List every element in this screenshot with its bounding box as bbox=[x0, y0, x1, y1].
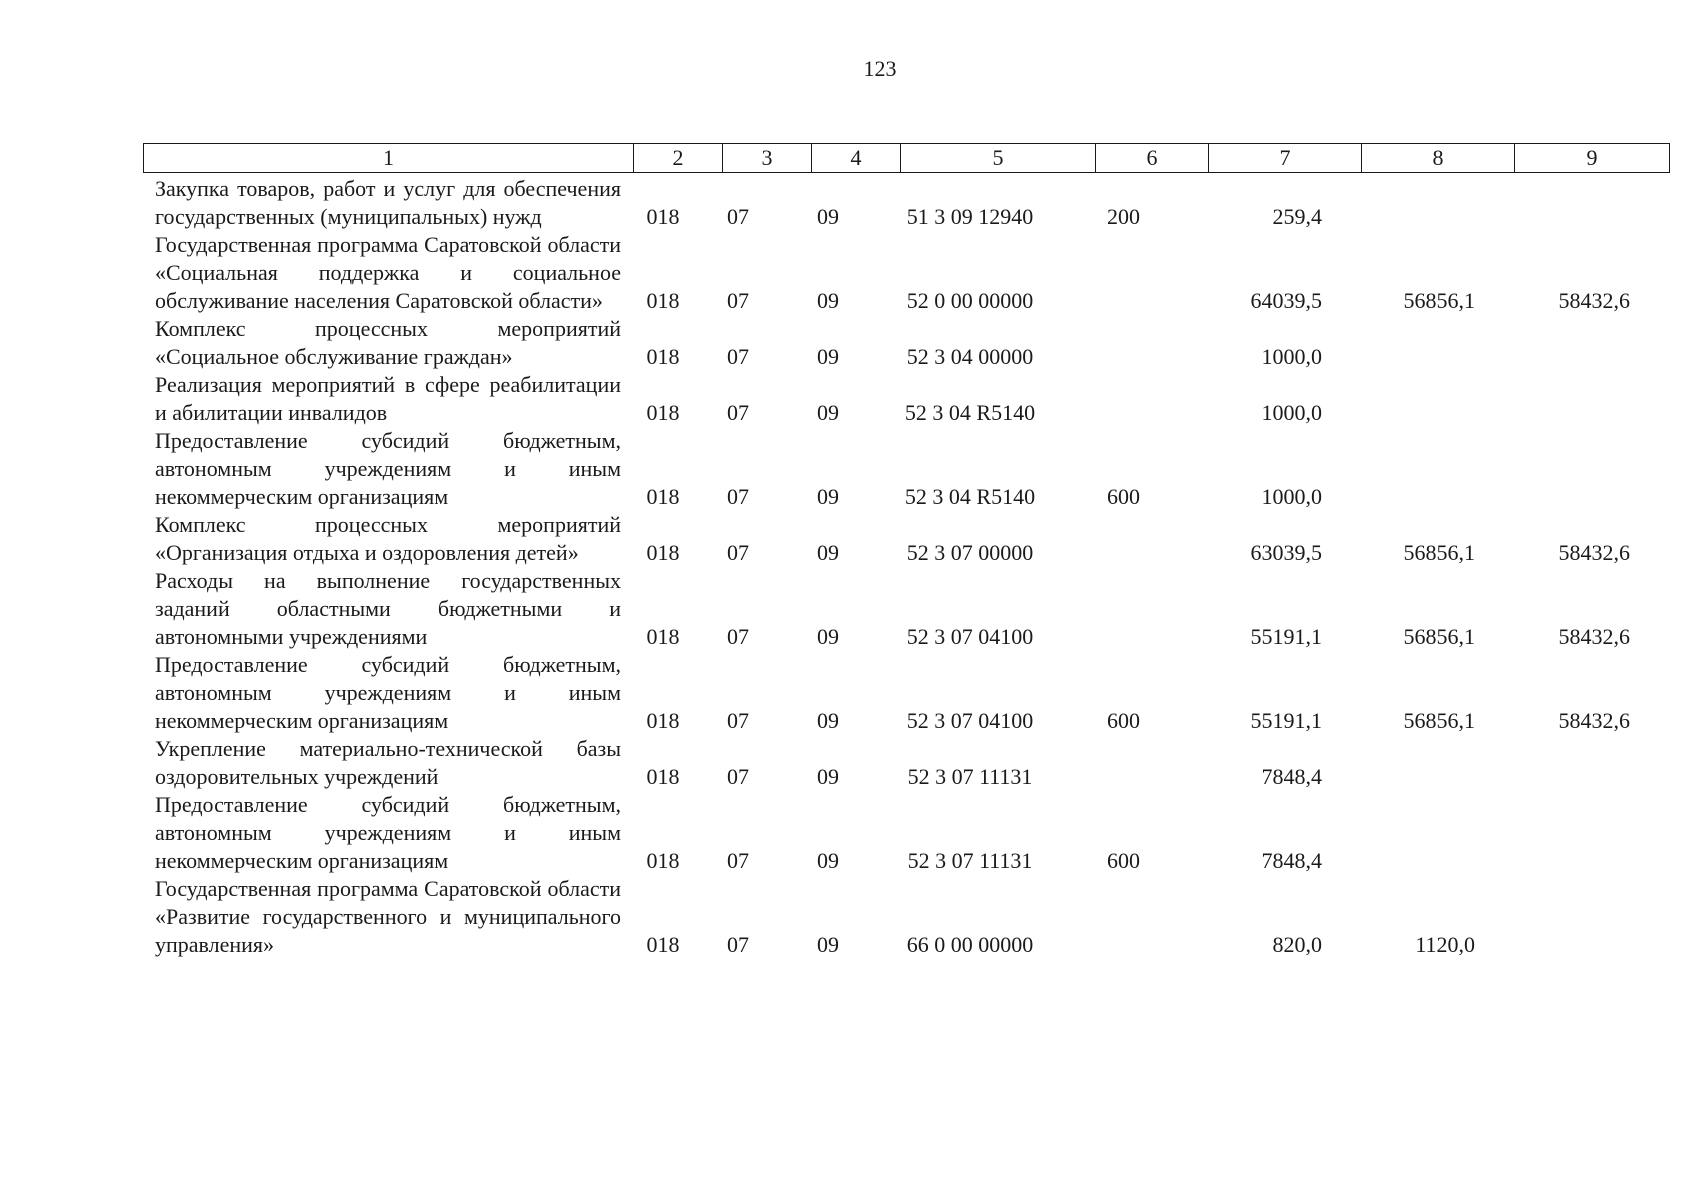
row-ved-code: 018 bbox=[646, 400, 680, 425]
header-row bbox=[144, 144, 1670, 173]
row-expense-type: 600 bbox=[1107, 848, 1140, 873]
row-amount-col7: 1000,0 bbox=[1261, 344, 1322, 369]
table-body bbox=[143, 175, 1673, 959]
row-target-article: 52 3 04 R5140 bbox=[904, 484, 1036, 509]
row-subsection-code: 09 bbox=[817, 540, 839, 565]
row-name: Предоставление субсидий бюджетным, автономным учреждениям и иным некоммерческим организациям bbox=[155, 652, 621, 733]
row-amount-col7: 7848,4 bbox=[1261, 848, 1322, 873]
row-ved-code: 018 bbox=[646, 484, 680, 509]
row-ved-code: 018 bbox=[646, 764, 680, 789]
row-section-code: 07 bbox=[727, 932, 749, 957]
table-row bbox=[143, 567, 1673, 651]
table-row bbox=[143, 791, 1673, 875]
header-col-2: 2 bbox=[634, 144, 723, 173]
row-section-code: 07 bbox=[727, 848, 749, 873]
row-ved-code: 018 bbox=[646, 932, 680, 957]
row-section-code: 07 bbox=[727, 764, 749, 789]
row-target-article: 52 3 04 00000 bbox=[906, 344, 1034, 369]
row-section-code: 07 bbox=[727, 708, 749, 733]
row-amount-col7: 1000,0 bbox=[1261, 400, 1322, 425]
header-col-1: 1 bbox=[144, 144, 634, 173]
row-name: Комплекс процессных мероприятий «Организация отдыха и оздоровления детей» bbox=[155, 512, 621, 565]
row-target-article: 52 3 07 00000 bbox=[906, 540, 1034, 565]
row-amount-col7: 55191,1 bbox=[1250, 624, 1322, 649]
row-name: Предоставление субсидий бюджетным, автономным учреждениям и иным некоммерческим организациям bbox=[155, 428, 621, 509]
row-amount-col8: 56856,1 bbox=[1403, 624, 1475, 649]
row-name: Комплекс процессных мероприятий «Социальное обслуживание граждан» bbox=[155, 316, 621, 369]
row-section-code: 07 bbox=[727, 484, 749, 509]
row-subsection-code: 09 bbox=[817, 484, 839, 509]
row-amount-col9: 58432,6 bbox=[1558, 288, 1630, 313]
row-name: Государственная программа Саратовской области «Социальная поддержка и социальное обслуживание населения Саратовской области» bbox=[155, 232, 621, 313]
row-name: Закупка товаров, работ и услуг для обеспечения государственных (муниципальных) нужд bbox=[155, 176, 621, 229]
row-name: Предоставление субсидий бюджетным, автономным учреждениям и иным некоммерческим организациям bbox=[155, 792, 621, 873]
row-subsection-code: 09 bbox=[817, 932, 839, 957]
row-amount-col7: 55191,1 bbox=[1250, 708, 1322, 733]
row-target-article: 52 3 07 04100 bbox=[906, 624, 1034, 649]
row-ved-code: 018 bbox=[646, 288, 680, 313]
row-amount-col7: 7848,4 bbox=[1261, 764, 1322, 789]
row-amount-col9: 58432,6 bbox=[1558, 540, 1630, 565]
row-ved-code: 018 bbox=[646, 848, 680, 873]
row-section-code: 07 bbox=[727, 400, 749, 425]
row-target-article: 52 3 04 R5140 bbox=[904, 400, 1036, 425]
row-name: Укрепление материально-технической базы оздоровительных учреждений bbox=[155, 736, 621, 789]
row-target-article: 52 3 07 04100 bbox=[906, 708, 1034, 733]
table-row bbox=[143, 427, 1673, 511]
row-name: Расходы на выполнение государственных заданий областными бюджетными и автономными учреждениями bbox=[155, 568, 621, 649]
row-ved-code: 018 bbox=[646, 204, 680, 229]
row-amount-col7: 259,4 bbox=[1272, 204, 1322, 229]
row-subsection-code: 09 bbox=[817, 848, 839, 873]
header-col-6: 6 bbox=[1096, 144, 1209, 173]
row-ved-code: 018 bbox=[646, 708, 680, 733]
header-col-7: 7 bbox=[1209, 144, 1362, 173]
table-row bbox=[143, 231, 1673, 315]
row-target-article: 51 3 09 12940 bbox=[906, 204, 1034, 229]
row-subsection-code: 09 bbox=[817, 764, 839, 789]
row-name: Реализация мероприятий в сфере реабилитации и абилитации инвалидов bbox=[155, 372, 621, 425]
row-expense-type: 600 bbox=[1107, 708, 1140, 733]
row-amount-col7: 63039,5 bbox=[1250, 540, 1322, 565]
row-target-article: 52 0 00 00000 bbox=[906, 288, 1034, 313]
row-section-code: 07 bbox=[727, 288, 749, 313]
row-amount-col7: 1000,0 bbox=[1261, 484, 1322, 509]
row-ved-code: 018 bbox=[646, 624, 680, 649]
row-subsection-code: 09 bbox=[817, 708, 839, 733]
row-target-article: 52 3 07 11131 bbox=[907, 764, 1033, 789]
row-amount-col8: 56856,1 bbox=[1403, 540, 1475, 565]
row-amount-col9: 58432,6 bbox=[1558, 624, 1630, 649]
row-ved-code: 018 bbox=[646, 540, 680, 565]
row-subsection-code: 09 bbox=[817, 344, 839, 369]
row-amount-col8: 56856,1 bbox=[1403, 288, 1475, 313]
row-expense-type: 200 bbox=[1107, 204, 1140, 229]
row-subsection-code: 09 bbox=[817, 288, 839, 313]
header-col-5: 5 bbox=[901, 144, 1096, 173]
row-target-article: 52 3 07 11131 bbox=[907, 848, 1033, 873]
row-amount-col9: 58432,6 bbox=[1558, 708, 1630, 733]
table-row bbox=[143, 371, 1673, 427]
column-header-table bbox=[143, 143, 1670, 173]
row-subsection-code: 09 bbox=[817, 400, 839, 425]
header-col-3: 3 bbox=[723, 144, 812, 173]
row-name: Государственная программа Саратовской области «Развитие государственного и муниципального управления» bbox=[155, 876, 621, 957]
table-row bbox=[143, 875, 1673, 959]
header-col-8: 8 bbox=[1362, 144, 1515, 173]
row-section-code: 07 bbox=[727, 204, 749, 229]
table-row bbox=[143, 735, 1673, 791]
row-amount-col8: 56856,1 bbox=[1403, 708, 1475, 733]
table-row bbox=[143, 315, 1673, 371]
row-section-code: 07 bbox=[727, 624, 749, 649]
row-subsection-code: 09 bbox=[817, 204, 839, 229]
header-col-9: 9 bbox=[1515, 144, 1670, 173]
row-subsection-code: 09 bbox=[817, 624, 839, 649]
row-section-code: 07 bbox=[727, 344, 749, 369]
row-amount-col7: 64039,5 bbox=[1250, 288, 1322, 313]
table-row bbox=[143, 175, 1673, 231]
row-expense-type: 600 bbox=[1107, 484, 1140, 509]
row-section-code: 07 bbox=[727, 540, 749, 565]
row-target-article: 66 0 00 00000 bbox=[906, 932, 1034, 957]
page-number: 123 bbox=[863, 56, 897, 81]
table-row bbox=[143, 651, 1673, 735]
row-amount-col7: 820,0 bbox=[1272, 932, 1322, 957]
row-amount-col8: 1120,0 bbox=[1415, 932, 1475, 957]
row-ved-code: 018 bbox=[646, 344, 680, 369]
table-row bbox=[143, 511, 1673, 567]
header-col-4: 4 bbox=[812, 144, 901, 173]
